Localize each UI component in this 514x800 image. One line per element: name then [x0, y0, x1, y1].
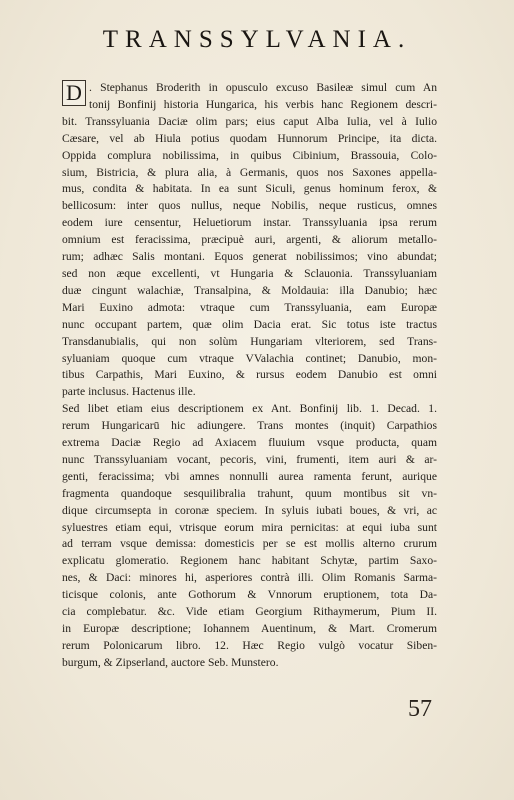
text-line: . Stephanus Broderith in opusculo excuso Basileæ simul cum An: [89, 81, 437, 94]
text-line: nes, & Daci: minores hi, asperiores contrà illi. Olim Romanis Sarma-: [62, 571, 437, 585]
drop-cap: D: [62, 80, 86, 106]
text-line: Cæsare, vel ab Hiula potius quodam Hunnorum Principe, ita dicta.: [62, 131, 437, 145]
text-line: syluaniam quoque cum vtraque VValachia continet; Danubio, mon-: [62, 351, 437, 365]
text-line: rerum Hungaricarū hic adiungere. Trans montes (inquit) Carpathios: [62, 419, 437, 433]
text-line: Transdanubialis, qui non solùm Hungariam vlteriorem, sed Trans-: [62, 334, 437, 348]
text-line: bellicosum: inter quos nullus, neque Nobilis, neque rusticus, omnes: [62, 199, 437, 213]
text-line: rerum Polonicarum libro. 12. Hæc Regio vulgò vocatur Siben-: [62, 638, 437, 652]
text-line: nunc Transsyluaniam vocant, pecoris, vini, frumenti, item auri & ar-: [62, 452, 437, 466]
text-line: omnium est feracissima, præcipuè auri, argenti, & aliorum metallo-: [62, 233, 437, 247]
text-line: syluestres etiam equi, vtrisque eorum mira pernicitas: at equi iuba sunt: [62, 520, 437, 534]
text-line: parte inclusus. Hactenus ille.: [62, 385, 196, 399]
text-line: sed non æque excellenti, vt Hungaria & Sclauonia. Transsyluaniam: [62, 266, 437, 280]
text-line: duæ cingunt walachiæ, Transalpina, & Moldauia: illa Danubio; hæc: [62, 283, 437, 297]
text-line: tibus Carpathis, Mari Euxino, & rursus eodem Danubio est omni: [62, 368, 437, 382]
text-line: nunc occupant partem, quæ olim Dacia erat. Sic totus iste tractus: [62, 317, 437, 331]
page-number: 57: [408, 696, 432, 722]
text-line: rum; adhæc Salis montani. Equos generat nobilissimos; vino abundat;: [62, 250, 437, 264]
text-line: dique circumsepta in coronæ speciem. In syluis iubati boues, & vri, ac: [62, 503, 437, 517]
text-line: in Europæ descriptione; Iohannem Auentinum, & Mart. Cromerum: [62, 622, 437, 635]
text-line: ad terram vsque demissa: domesticis per se est mollis alterno crurum: [62, 537, 437, 551]
text-line: burgum, & Zipserland, auctore Seb. Munstero.: [62, 655, 279, 669]
text-line: sium, Bistricia, & plura alia, à Germanis, quos nos Saxones appella-: [62, 165, 437, 179]
text-line: explicatu glomeratio. Regionem hanc habitant Schytæ, partim Saxo-: [62, 554, 437, 568]
text-line: mus, condita & habitata. In ea sunt Siculi, genus hominum ferox, &: [62, 182, 437, 196]
text-line: bit. Transsyluania Daciæ olim pars; eius caput Alba Iulia, vel à Iulio: [62, 114, 437, 128]
text-line: Mari Euxino admota: vtraque cum Transsyluania, eam Europæ: [62, 300, 437, 314]
text-line: cia complebatur. &c. Vide etiam Georgium Rithaymerum, Pium II.: [62, 605, 437, 619]
text-line: genti, feracissima; vbi amnes nonnulli aurea ramenta ferunt, aurique: [62, 469, 437, 483]
text-line: Sed libet etiam eius descriptionem ex Ant. Bonfinij lib. 1. Decad. 1.: [62, 402, 437, 416]
text-line: tonij Bonfinij historia Hungarica, his verbis hanc Regionem descri-: [89, 97, 437, 111]
text-line: Oppida complura nobilissima, in quibus Cibinium, Brassouia, Colo-: [62, 148, 437, 162]
text-line: fragmenta quandoque sesquilibralia trahunt, quum montibus sit vn-: [62, 486, 437, 500]
text-line: ticisque colonis, ante Gothorum & Vnnorum eruptionem, tota Da-: [62, 588, 437, 602]
page-title: TRANSSYLVANIA.: [102, 26, 412, 53]
body-text: [62, 80, 437, 672]
text-line: eodem iure censentur, Heluetiorum instar. Transsyluania ipsa rerum: [62, 216, 437, 230]
text-line: extrema Daciæ Regio ad Axiacem fluuium vsque producta, quam: [62, 436, 437, 450]
